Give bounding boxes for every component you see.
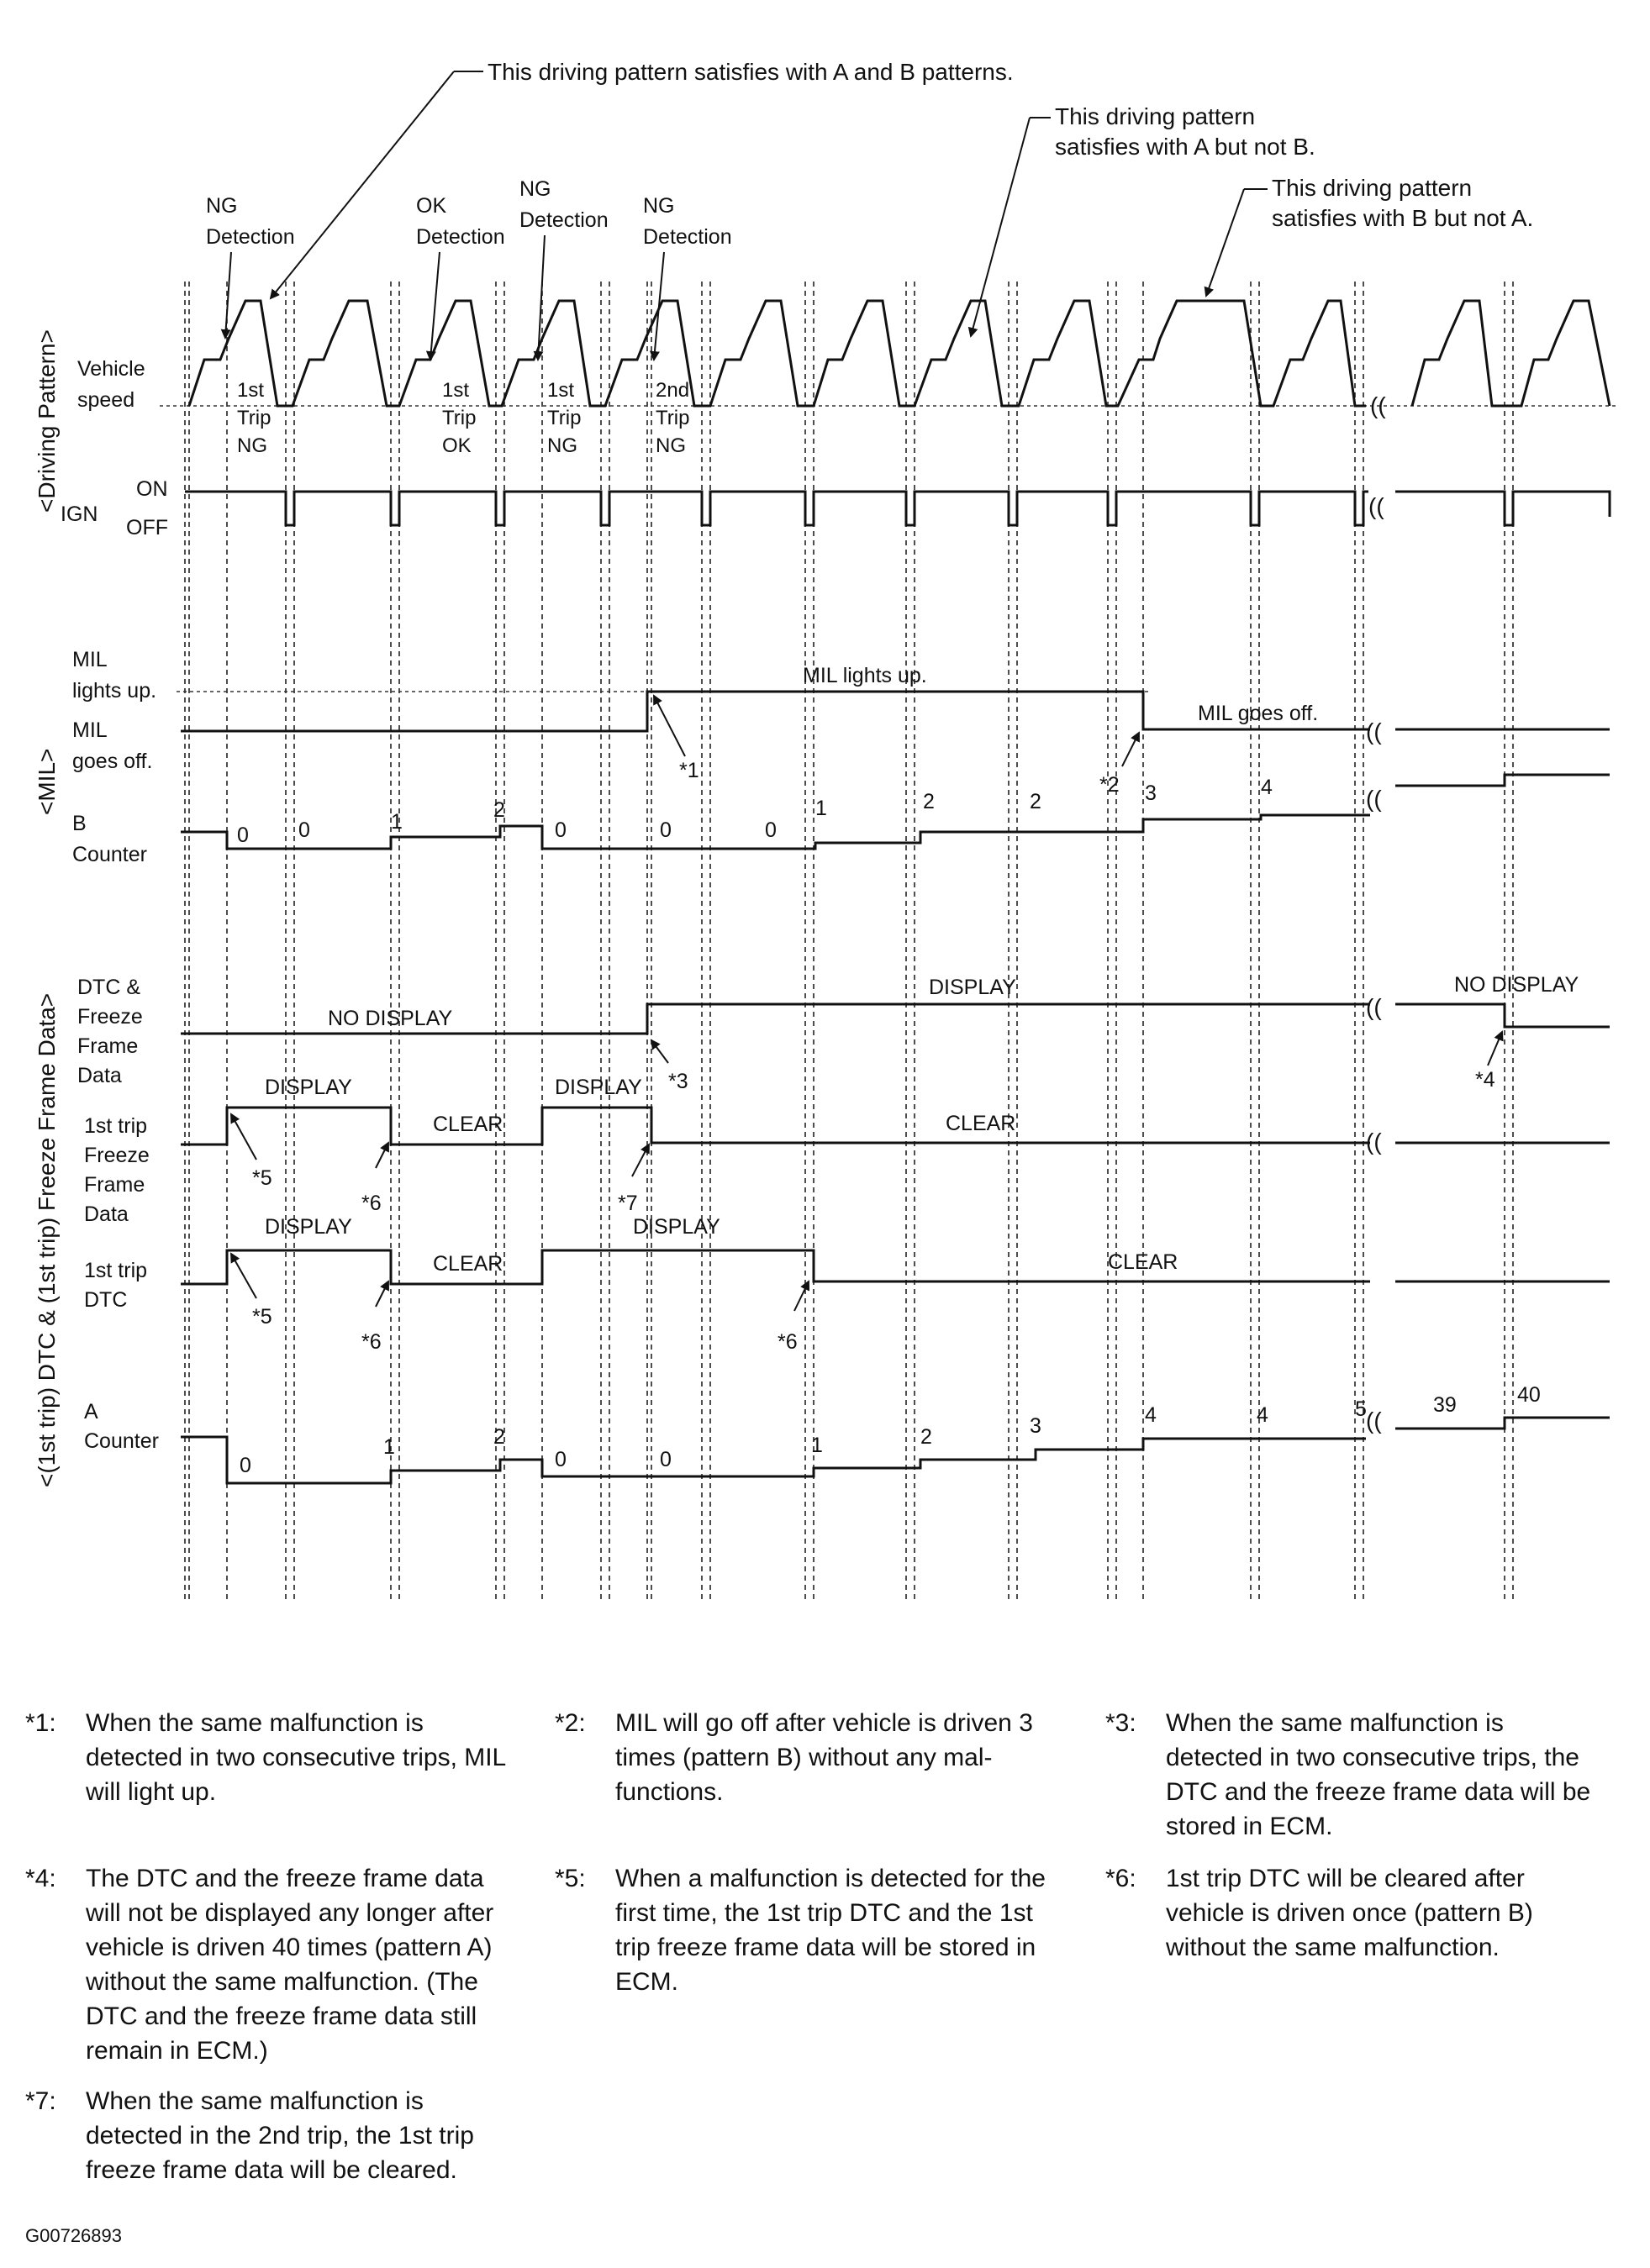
svg-text:goes off.: goes off. — [72, 750, 153, 773]
mark-4: *4 — [1475, 1068, 1495, 1092]
callout-b-not-a — [1206, 175, 1533, 296]
svg-text:This driving pattern: This driving pattern — [1272, 175, 1473, 201]
svg-text:This driving pattern satisfies: This driving pattern satisfies with A and B patterns. — [488, 59, 1014, 85]
svg-text:0: 0 — [660, 818, 672, 842]
detection-ng-1 — [206, 194, 295, 338]
svg-text:MIL: MIL — [72, 648, 108, 671]
svg-text:3: 3 — [1030, 1414, 1041, 1438]
svg-text:Detection: Detection — [519, 208, 609, 232]
trip-dtc-mark-5: *5 — [252, 1305, 272, 1329]
ffd-arrow-6 — [376, 1143, 388, 1168]
a-counter-values — [240, 1383, 1541, 1477]
svg-text:0: 0 — [660, 1448, 672, 1471]
svg-text:5: 5 — [1355, 1397, 1367, 1421]
svg-text:Detection: Detection — [206, 225, 295, 249]
speed-break-mark: (( — [1370, 392, 1386, 418]
svg-text:Counter: Counter — [84, 1429, 159, 1453]
row-labels — [61, 357, 168, 1453]
mil-arrow-2 — [1122, 733, 1139, 766]
svg-text:NG: NG — [643, 194, 675, 218]
svg-text:speed: speed — [77, 388, 135, 412]
a-counter-waveform — [181, 1437, 1366, 1483]
svg-text:Data: Data — [84, 1202, 129, 1226]
svg-text:39: 39 — [1433, 1393, 1457, 1417]
svg-text:1: 1 — [383, 1435, 395, 1459]
note-mark: *1: — [25, 1709, 56, 1737]
svg-text:NG: NG — [237, 434, 267, 457]
mark-5: *5 — [252, 1166, 272, 1190]
svg-text:Frame: Frame — [77, 1034, 139, 1058]
mark-2: *2 — [1099, 773, 1120, 797]
svg-text:2nd: 2nd — [656, 379, 690, 402]
svg-text:4: 4 — [1257, 1403, 1268, 1427]
svg-text:2: 2 — [923, 790, 935, 813]
svg-text:Counter: Counter — [72, 843, 147, 866]
svg-text:1: 1 — [815, 797, 827, 820]
note-text: When the same malfunction is detected in two consecutive trips, the DTC and the freeze frame data will be stored in ECM. — [1166, 1709, 1591, 1840]
mil-waveform — [181, 692, 1370, 731]
svg-text:DTC &: DTC & — [77, 976, 140, 999]
ign-break-mark: (( — [1368, 493, 1384, 519]
mil-arrow-1 — [654, 696, 685, 756]
ffd-arrow-7 — [632, 1145, 649, 1176]
dtc-no-display-label: NO DISPLAY — [328, 1007, 453, 1030]
trip-dtc-display-label-2: DISPLAY — [633, 1215, 720, 1239]
b-counter-waveform-2 — [1395, 775, 1610, 786]
dtc-arrow-3 — [651, 1040, 668, 1063]
ffd-clear-label-2: CLEAR — [946, 1112, 1016, 1135]
svg-text:MIL: MIL — [72, 718, 108, 742]
dtc-display-label: DISPLAY — [929, 976, 1016, 999]
mark-1: *1 — [679, 759, 699, 782]
detection-ok — [416, 194, 505, 360]
svg-text:1st trip: 1st trip — [84, 1259, 148, 1282]
svg-text:A: A — [84, 1400, 98, 1423]
note-text: 1st trip DTC will be cleared after vehicle is driven once (pattern B) without the same malfunction. — [1166, 1865, 1533, 1961]
ffd-display-label-2: DISPLAY — [555, 1076, 642, 1099]
note-text: When the same malfunction is detected in the 2nd trip, the 1st trip freeze frame data will be cleared. — [86, 2087, 474, 2184]
note-mark: *2: — [555, 1709, 586, 1737]
note-text: When the same malfunction is detected in two consecutive trips, MIL will light up. — [86, 1709, 506, 1806]
svg-text:2: 2 — [493, 798, 505, 822]
svg-text:OK: OK — [416, 194, 447, 218]
mil-lights-up-label: MIL lights up. — [803, 664, 927, 687]
ffd-waveform — [181, 1108, 1370, 1145]
svg-text:lights up.: lights up. — [72, 679, 157, 703]
figure-id: G00726893 — [25, 2225, 122, 2246]
svg-text:B: B — [72, 812, 87, 835]
svg-text:DTC: DTC — [84, 1288, 128, 1312]
a-counter-waveform-2 — [1395, 1418, 1610, 1429]
trip-dtc-waveform — [181, 1250, 1370, 1284]
note-mark: *4: — [25, 1865, 56, 1892]
group-label-mil: <MIL> — [34, 748, 60, 815]
dtc-ffd-waveform-2 — [1395, 1004, 1610, 1027]
svg-text:0: 0 — [765, 818, 777, 842]
dtc-arrow-4 — [1488, 1032, 1502, 1066]
svg-text:OFF: OFF — [126, 516, 168, 539]
svg-text:1st: 1st — [547, 379, 575, 402]
ffd-clear-label: CLEAR — [433, 1113, 503, 1136]
svg-text:Data: Data — [77, 1064, 122, 1087]
trip-boundary-lines — [185, 282, 1513, 1601]
svg-text:NG: NG — [656, 434, 686, 457]
svg-text:This driving pattern: This driving pattern — [1055, 103, 1256, 129]
group-label-driving: <Driving Pattern> — [34, 329, 60, 513]
svg-text:0: 0 — [555, 1448, 567, 1471]
mark-3: *3 — [668, 1070, 688, 1093]
note-mark: *3: — [1105, 1709, 1136, 1737]
svg-text:Trip: Trip — [656, 407, 690, 429]
svg-text:2: 2 — [1030, 790, 1041, 813]
ffd-display-label: DISPLAY — [265, 1076, 352, 1099]
svg-text:NG: NG — [206, 194, 238, 218]
mark-6: *6 — [361, 1192, 382, 1215]
b-counter-break-mark: (( — [1366, 786, 1382, 812]
note-mark: *6: — [1105, 1865, 1136, 1892]
ign-waveform — [185, 492, 1368, 525]
svg-text:NG: NG — [547, 434, 577, 457]
svg-text:Detection: Detection — [643, 225, 732, 249]
note-text: When a malfunction is detected for the first time, the 1st trip DTC and the 1st trip freeze frame data will be stored in ECM. — [615, 1865, 1046, 1996]
trip-dtc-mark-6: *6 — [361, 1330, 382, 1354]
svg-text:ON: ON — [136, 477, 168, 501]
svg-text:satisfies with B but not A.: satisfies with B but not A. — [1272, 205, 1534, 231]
vehicle-speed-waveform — [189, 301, 1366, 406]
note-mark: *5: — [555, 1865, 586, 1892]
dtc-no-display-label-2: NO DISPLAY — [1454, 973, 1579, 997]
detection-ng-2 — [519, 177, 609, 360]
svg-text:1: 1 — [391, 810, 403, 834]
ffd-arrow-5 — [231, 1114, 256, 1160]
svg-text:2: 2 — [493, 1425, 505, 1449]
a-counter-break-mark: (( — [1366, 1408, 1382, 1434]
group-label-dtc: <(1st trip) DTC & (1st trip) Freeze Frame Data> — [34, 992, 60, 1487]
trip-dtc-clear-label-2: CLEAR — [1108, 1250, 1178, 1274]
svg-text:Freeze: Freeze — [77, 1005, 143, 1029]
mil-break-mark: (( — [1366, 718, 1382, 745]
mark-7: *7 — [618, 1192, 638, 1215]
svg-text:40: 40 — [1517, 1383, 1541, 1407]
dtc-break-mark: (( — [1366, 994, 1382, 1020]
svg-text:Trip: Trip — [442, 407, 477, 429]
svg-text:IGN: IGN — [61, 503, 98, 526]
svg-text:3: 3 — [1145, 781, 1157, 805]
svg-text:1: 1 — [811, 1434, 823, 1457]
svg-text:1st: 1st — [442, 379, 470, 402]
svg-text:2: 2 — [920, 1425, 932, 1449]
svg-text:Detection: Detection — [416, 225, 505, 249]
svg-text:NG: NG — [519, 177, 551, 201]
svg-text:1st: 1st — [237, 379, 265, 402]
note-text: MIL will go off after vehicle is driven 3 times (pattern B) without any mal- functions. — [615, 1709, 1033, 1806]
vehicle-speed-waveform-2 — [1412, 301, 1610, 406]
trip-dtc-arrow-6b — [794, 1281, 809, 1311]
mil-goes-off-label: MIL goes off. — [1198, 702, 1319, 725]
detection-ng-3 — [643, 194, 732, 360]
trip-dtc-mark-6b: *6 — [778, 1330, 798, 1354]
note-mark: *7: — [25, 2087, 56, 2115]
trip-dtc-display-label: DISPLAY — [265, 1215, 352, 1239]
trip-dtc-arrow-5 — [231, 1254, 256, 1298]
svg-text:Trip: Trip — [237, 407, 271, 429]
svg-text:Frame: Frame — [84, 1173, 145, 1197]
trip-dtc-arrow-6 — [376, 1281, 388, 1307]
trip-labels — [237, 379, 689, 457]
svg-text:1st trip: 1st trip — [84, 1114, 148, 1138]
svg-text:0: 0 — [240, 1454, 251, 1477]
svg-text:Freeze: Freeze — [84, 1144, 150, 1167]
svg-text:4: 4 — [1145, 1403, 1157, 1427]
ign-waveform-2 — [1395, 492, 1610, 525]
callout-ab — [271, 59, 1014, 298]
ffd-break-mark: (( — [1366, 1129, 1382, 1155]
svg-text:Vehicle: Vehicle — [77, 357, 145, 381]
svg-text:4: 4 — [1261, 776, 1273, 799]
note-text: The DTC and the freeze frame data will not be displayed any longer after vehicle is driven 40 times (pattern A) without the same malfunction. (The DTC and the freeze frame data still remain in ECM.) — [86, 1865, 494, 2065]
svg-text:0: 0 — [237, 824, 249, 847]
svg-text:0: 0 — [555, 818, 567, 842]
trip-dtc-clear-label: CLEAR — [433, 1252, 503, 1276]
svg-text:0: 0 — [298, 818, 310, 842]
svg-text:Trip: Trip — [547, 407, 582, 429]
svg-text:satisfies with A but not B.: satisfies with A but not B. — [1055, 134, 1315, 160]
svg-text:OK: OK — [442, 434, 472, 457]
